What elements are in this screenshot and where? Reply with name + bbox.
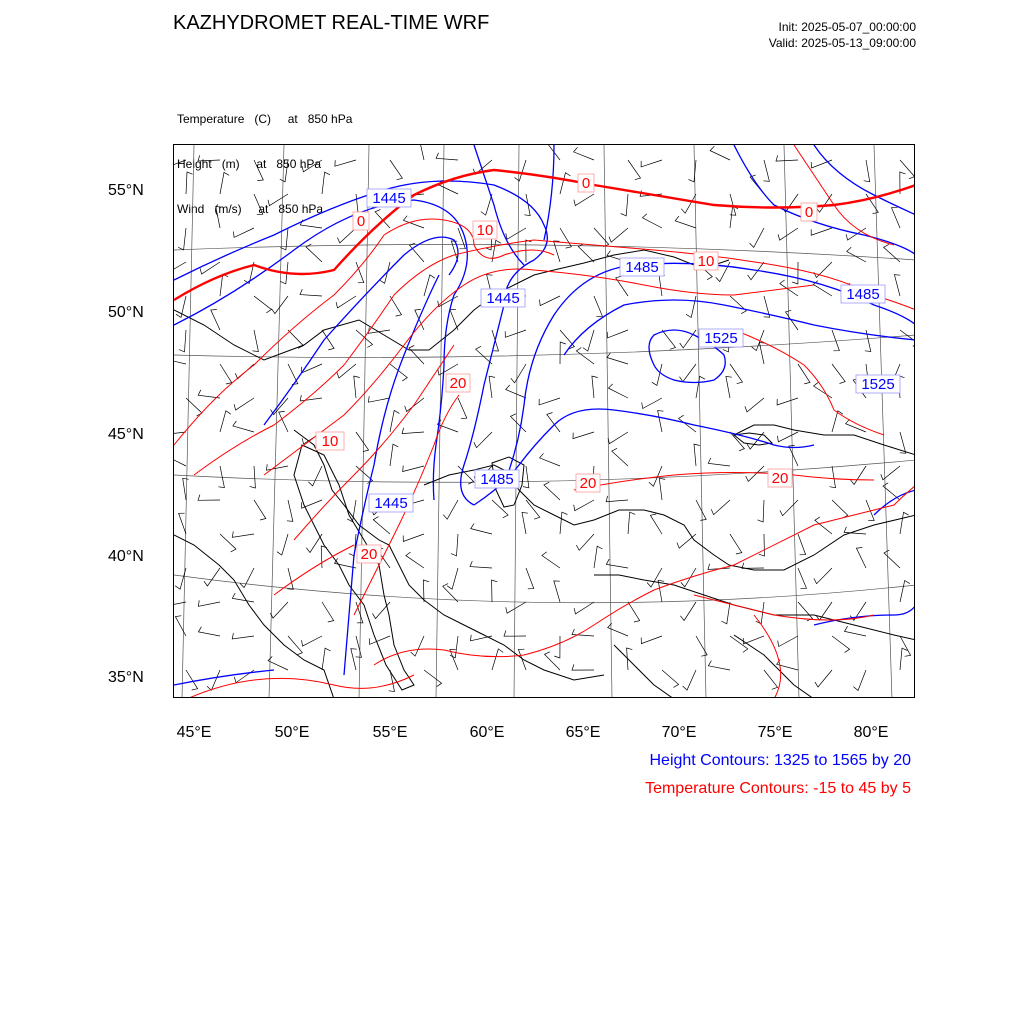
x-tick-label: 80°E — [853, 724, 889, 741]
wind-barb — [576, 348, 594, 365]
wind-barb — [780, 500, 798, 516]
wind-barb — [594, 546, 603, 568]
wind-barb — [694, 444, 700, 466]
wind-barb — [322, 648, 331, 670]
wind-barb — [308, 466, 322, 486]
wind-barb — [776, 155, 798, 161]
wind-barb — [458, 398, 467, 419]
wind-barb — [696, 636, 707, 656]
wind-barb — [573, 432, 594, 439]
wind-barb — [814, 568, 832, 584]
wind-barb — [606, 559, 628, 568]
wind-barb — [583, 330, 594, 351]
wind-barb — [816, 194, 832, 212]
wind-barb — [390, 160, 402, 180]
wind-barb — [220, 172, 229, 194]
height-contour-note: Height Contours: 1325 to 1565 by 20 — [649, 752, 911, 769]
wind-barb — [578, 244, 594, 262]
wind-barb — [763, 160, 769, 181]
wind-barb — [186, 172, 193, 194]
x-tick-label: 75°E — [757, 724, 793, 741]
wind-barb — [179, 513, 186, 534]
wind-barb — [489, 376, 495, 398]
wind-barb — [232, 633, 254, 639]
wind-barb — [607, 353, 628, 364]
wind-barb — [680, 364, 697, 382]
height-label — [856, 375, 900, 393]
height-label-text: 1445 — [372, 190, 406, 207]
wind-barb — [216, 206, 222, 228]
wind-barb — [730, 194, 736, 215]
wind-barb — [798, 364, 810, 384]
wind-barb — [864, 160, 870, 182]
wind-barb — [730, 364, 743, 384]
wind-barb — [402, 428, 424, 434]
wind-barb — [321, 546, 327, 568]
wind-barb — [174, 429, 186, 435]
wind-barb — [680, 602, 696, 621]
wind-barb — [234, 398, 254, 410]
wind-barb — [220, 534, 236, 552]
wind-barb — [450, 636, 458, 658]
chart-title: KAZHYDROMET REAL-TIME WRF — [173, 12, 490, 34]
wind-barb — [683, 670, 696, 690]
wind-barb — [847, 247, 866, 262]
wind-barb — [711, 500, 730, 515]
temp-label-text: 10 — [476, 222, 494, 239]
wind-barb — [235, 364, 254, 379]
wind-barb — [506, 385, 526, 398]
wind-barb — [186, 670, 198, 690]
wind-barb — [351, 649, 357, 670]
wind-barb — [900, 160, 915, 179]
wind-barb — [356, 432, 369, 452]
wind-barb — [443, 500, 458, 519]
wind-barb — [280, 160, 288, 182]
wind-barb — [511, 364, 526, 383]
wind-barb — [900, 648, 907, 670]
wind-barb — [544, 482, 560, 500]
wind-barb — [409, 346, 424, 365]
temp-label-text: 20 — [771, 470, 789, 487]
wind-barb — [730, 534, 742, 554]
temp-label-text: 20 — [579, 475, 597, 492]
wind-barb — [179, 330, 186, 352]
wind-barb — [233, 228, 254, 237]
wind-barb — [696, 500, 706, 520]
wind-barb — [252, 330, 258, 352]
height-label-text: 1485 — [480, 471, 514, 488]
wind-barb — [268, 194, 288, 206]
wind-barb — [492, 649, 503, 670]
wind-barb — [742, 563, 764, 569]
wind-barb — [621, 194, 628, 216]
wind-barb — [540, 453, 560, 466]
wind-barb — [745, 398, 764, 412]
wind-barb — [647, 568, 662, 587]
wind-barb — [254, 160, 263, 181]
temp-label — [473, 221, 497, 239]
height-label-text: 1485 — [846, 286, 880, 303]
wind-barb — [540, 296, 561, 306]
wind-barb — [220, 411, 231, 432]
map-canvas — [174, 145, 915, 698]
wind-barb — [368, 396, 390, 402]
wind-barb — [696, 376, 705, 398]
wind-barb — [518, 649, 526, 670]
y-tick-label: 50°N — [108, 304, 144, 321]
wind-barb — [659, 478, 665, 500]
wind-barb — [504, 631, 526, 637]
wind-barb — [198, 600, 220, 606]
wind-barb — [254, 296, 271, 313]
wind-barb — [708, 458, 730, 466]
height-label-text: 1525 — [861, 376, 895, 393]
wind-barb — [403, 216, 424, 228]
wind-barb — [554, 581, 560, 602]
wind-barb — [547, 413, 560, 433]
wind-barb — [846, 419, 866, 432]
height-label — [841, 285, 885, 303]
wind-barb — [798, 534, 806, 555]
wind-barb — [777, 398, 798, 405]
y-tick-label: 55°N — [108, 182, 144, 199]
wind-barb — [232, 531, 254, 537]
height-contours — [174, 145, 915, 685]
wind-barb — [853, 670, 866, 691]
temp-label — [694, 252, 718, 270]
wind-barb — [302, 160, 322, 172]
wind-barb — [572, 629, 594, 636]
wind-barb — [474, 432, 492, 448]
field-wind: Wind (m/s) at 850 hPa — [177, 202, 324, 216]
wind-barb — [471, 524, 492, 534]
wind-barb — [526, 568, 534, 589]
wind-barb — [369, 636, 390, 644]
wind-barb — [778, 636, 798, 647]
wind-barb — [608, 384, 628, 398]
wind-barb — [436, 153, 458, 160]
wind-barb — [411, 636, 424, 656]
wind-barb — [458, 228, 465, 249]
wind-barb — [710, 146, 730, 160]
wind-barb — [662, 670, 679, 687]
temp-label — [353, 212, 369, 230]
wind-barb — [832, 411, 843, 432]
wind-barb — [390, 444, 398, 466]
height-label — [481, 289, 525, 307]
wind-barb — [814, 382, 832, 398]
wind-barb — [306, 244, 322, 262]
wind-barb — [481, 194, 492, 215]
wind-barb — [356, 262, 364, 283]
wind-barb — [542, 552, 560, 568]
wind-barb — [279, 411, 288, 432]
height-label-text: 1445 — [486, 290, 520, 307]
wind-barb — [659, 274, 665, 296]
temp-label — [768, 469, 792, 487]
wind-barb — [641, 160, 662, 167]
wind-barb — [506, 602, 526, 613]
height-label — [475, 470, 519, 488]
wind-barb — [815, 670, 832, 687]
wind-barb — [419, 145, 425, 160]
y-tick-label: 45°N — [108, 426, 144, 443]
wind-barb — [815, 517, 832, 534]
wind-barb — [380, 262, 390, 283]
wind-barb — [778, 228, 798, 240]
wind-barb — [884, 244, 900, 262]
wind-barb — [708, 661, 730, 670]
wind-barb — [198, 495, 220, 501]
wind-barb — [792, 262, 798, 284]
wind-barb — [178, 228, 186, 250]
wind-barb — [268, 656, 288, 670]
temp-label-text: 0 — [804, 204, 814, 221]
wind-barb — [894, 275, 900, 296]
wind-barb — [811, 228, 832, 235]
x-tick-label: 55°E — [372, 724, 408, 741]
wind-barb — [641, 636, 662, 644]
wind-barb — [220, 364, 232, 384]
wind-barb — [526, 240, 532, 262]
wind-barb — [721, 602, 730, 624]
wind-barb — [832, 500, 848, 518]
wind-barb — [288, 636, 302, 655]
height-label — [699, 329, 743, 347]
height-label — [369, 494, 413, 512]
x-tick-label: 60°E — [469, 724, 505, 741]
run-times — [769, 19, 916, 51]
y-tick-label: 35°N — [108, 669, 144, 686]
wind-barb — [677, 534, 696, 548]
wind-barb — [789, 445, 798, 466]
wind-barb — [554, 241, 561, 262]
wind-barb — [764, 670, 778, 689]
wind-barb — [336, 296, 356, 308]
wind-barb — [574, 194, 594, 206]
wind-barb — [505, 330, 526, 337]
wind-barb — [174, 160, 186, 168]
init-time: Init: 2025-05-07_00:00:00 — [778, 20, 916, 34]
wind-barb — [277, 534, 288, 555]
temp-label — [316, 432, 344, 450]
wind-barb — [322, 602, 334, 622]
wind-barb — [424, 670, 442, 687]
wind-barb — [354, 376, 360, 398]
wind-barb — [830, 466, 836, 488]
wind-barb — [233, 421, 254, 432]
temp-label — [578, 174, 594, 192]
wind-barb — [175, 616, 186, 636]
wind-barb — [574, 500, 594, 511]
wind-barb — [270, 602, 288, 618]
x-tick-label: 65°E — [565, 724, 601, 741]
wind-barb — [628, 160, 641, 180]
wind-barb — [726, 376, 732, 398]
wind-barb — [403, 534, 424, 542]
wind-barb — [554, 636, 560, 658]
wind-barb — [594, 228, 609, 247]
height-label-text: 1445 — [374, 495, 408, 512]
wind-barb — [662, 330, 676, 349]
x-tick-label: 45°E — [176, 724, 212, 741]
temp-label-text: 20 — [449, 375, 467, 392]
wind-barb — [900, 581, 910, 603]
wind-barb — [522, 512, 528, 534]
wind-barb — [198, 627, 220, 636]
wind-barb — [628, 512, 635, 534]
height-label — [620, 258, 664, 276]
wind-barb — [254, 500, 266, 520]
wind-barb — [515, 160, 527, 181]
wind-barb — [652, 364, 662, 385]
wind-barb — [198, 155, 220, 161]
wind-barb — [643, 214, 663, 228]
wind-barb — [204, 568, 220, 586]
wind-barb — [254, 194, 263, 215]
wind-barb — [301, 500, 322, 508]
wind-barb — [814, 262, 832, 278]
wind-barb — [594, 296, 602, 317]
wind-barb — [406, 552, 424, 568]
wind-barb — [798, 602, 813, 621]
wind-barb — [758, 500, 765, 522]
wind-barb — [300, 289, 322, 296]
wind-barb — [200, 262, 220, 274]
wind-barb — [250, 466, 256, 488]
wind-barb — [730, 296, 746, 314]
wind-barb — [335, 160, 356, 166]
wind-barb — [287, 500, 293, 521]
wind-barb — [174, 262, 186, 273]
height-label-text: 1525 — [704, 330, 738, 347]
wind-barb — [373, 517, 390, 534]
height-label — [367, 189, 411, 207]
wind-barb — [686, 296, 696, 318]
wind-barb — [174, 452, 186, 466]
valid-time: Valid: 2025-05-13_09:00:00 — [768, 36, 916, 50]
wind-barb — [798, 568, 807, 589]
wind-barb — [608, 432, 628, 444]
wind-barb — [545, 652, 561, 670]
wind-barb — [675, 216, 696, 228]
wind-barb — [451, 534, 458, 556]
height-label-text: 1485 — [625, 259, 659, 276]
wind-barb — [892, 207, 901, 228]
contour-labels — [316, 174, 900, 563]
wind-barb — [560, 330, 574, 349]
wind-barb — [470, 561, 492, 568]
wind-barb — [778, 432, 799, 442]
wind-barb — [337, 364, 356, 378]
wind-barb — [609, 228, 628, 242]
wind-barb — [403, 466, 424, 472]
wind-barb — [437, 420, 458, 432]
wind-barb — [511, 414, 527, 432]
temp-label-text: 10 — [697, 253, 715, 270]
wind-barb — [832, 330, 839, 351]
wind-barb — [832, 636, 850, 653]
wind-barb — [900, 512, 909, 534]
temp-label — [801, 203, 817, 221]
wind-barb — [612, 448, 628, 466]
wind-barb — [832, 364, 845, 384]
wind-barb — [681, 194, 696, 213]
field-height: Height (m) at 850 hPa — [177, 157, 322, 171]
temp-label-text: 0 — [356, 213, 366, 230]
wind-barb — [850, 466, 866, 485]
wind-barb — [302, 636, 322, 646]
field-temperature: Temperature (C) at 850 hPa — [177, 112, 353, 126]
x-tick-label: 70°E — [661, 724, 697, 741]
wind-barb — [856, 548, 866, 569]
wind-barb — [844, 527, 866, 534]
wind-barb — [746, 466, 764, 481]
wind-barb — [447, 568, 458, 589]
wind-barb — [650, 514, 662, 534]
wind-barb — [287, 568, 293, 589]
wind-barb — [642, 398, 662, 409]
wind-barb — [220, 274, 228, 296]
wind-barb — [574, 602, 594, 614]
wind-barb — [560, 512, 567, 534]
wind-barb — [183, 478, 189, 500]
wind-barb — [576, 534, 594, 550]
wind-barb — [356, 636, 362, 657]
wind-barb — [592, 376, 598, 398]
wind-barb — [322, 172, 330, 194]
weather-map — [173, 144, 915, 698]
wind-barb — [574, 147, 594, 160]
temp-label-text: 10 — [321, 433, 339, 450]
wind-barb — [658, 411, 664, 433]
x-tick-label: 50°E — [274, 724, 310, 741]
temp-label — [446, 374, 470, 392]
wind-barb — [607, 330, 628, 338]
wind-barb — [506, 228, 526, 239]
wind-barb — [526, 500, 540, 519]
temp-label-text: 20 — [360, 546, 378, 563]
wind-barb — [756, 602, 764, 624]
wind-barb — [750, 228, 764, 247]
wind-barb — [211, 309, 220, 330]
temperature-contour-note: Temperature Contours: -15 to 45 by 5 — [645, 780, 911, 797]
temp-label — [576, 474, 600, 492]
wind-barb — [390, 364, 407, 381]
wind-barb — [628, 602, 640, 622]
wind-barb — [492, 500, 508, 518]
temp-label-text: 0 — [581, 175, 591, 192]
wind-barb — [681, 568, 696, 587]
country-borders — [174, 250, 915, 698]
wind-barb — [884, 550, 900, 568]
wind-barb — [539, 398, 560, 405]
wind-barb — [616, 276, 628, 296]
wind-barb — [881, 466, 900, 480]
wind-barb — [865, 330, 871, 352]
y-tick-label: 40°N — [108, 548, 144, 565]
temp-label — [357, 545, 381, 563]
wind-barb — [560, 173, 571, 194]
wind-barb — [218, 466, 224, 488]
wind-barb — [492, 580, 498, 602]
wind-barb — [572, 664, 594, 670]
wind-barb — [390, 410, 399, 432]
wind-barb — [288, 330, 303, 348]
wind-barb — [846, 228, 866, 240]
